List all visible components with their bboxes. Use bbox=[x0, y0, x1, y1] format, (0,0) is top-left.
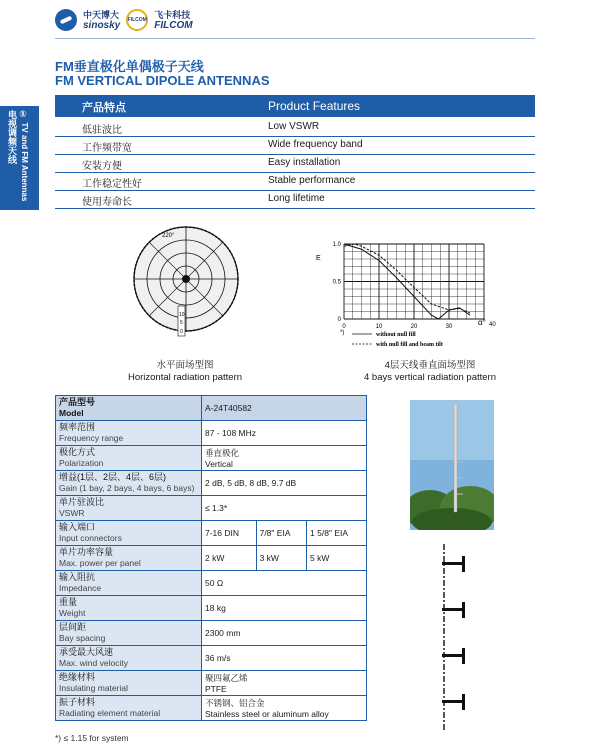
pattern-label-0: 0 bbox=[180, 329, 183, 335]
feature-en: Stable performance bbox=[268, 175, 356, 186]
spec-row bbox=[56, 496, 367, 521]
spec-label-en: Max. wind velocity bbox=[59, 658, 128, 668]
feature-cn: 安装方便 bbox=[82, 161, 122, 172]
spec-value: 18 kg bbox=[202, 596, 367, 621]
v-y-axis-label: E bbox=[316, 255, 321, 262]
v-x-axis-end: 40 bbox=[489, 322, 496, 328]
logo2-cn: 飞卡科技 bbox=[154, 9, 191, 20]
spec-row bbox=[56, 571, 367, 596]
spec-label-en: Frequency range bbox=[59, 433, 124, 443]
spec-label-en: Insulating material bbox=[59, 683, 128, 693]
spec-label-en: Model bbox=[59, 408, 84, 418]
feature-row bbox=[55, 136, 535, 155]
spec-label-en: Bay spacing bbox=[59, 633, 106, 643]
section-side-tab bbox=[0, 106, 39, 210]
spec-label-en: VSWR bbox=[59, 508, 85, 518]
feature-en: Long lifetime bbox=[268, 193, 325, 204]
features-header bbox=[55, 95, 535, 117]
spec-value: A-24T40582 bbox=[202, 396, 367, 421]
pattern-label-220: 220° bbox=[162, 233, 175, 239]
side-tab-cn: 电视调频天线 bbox=[7, 110, 17, 164]
spec-label bbox=[56, 671, 202, 696]
spec-value: ≤ 1.3* bbox=[202, 496, 367, 521]
spec-label bbox=[56, 646, 202, 671]
vertical-pattern-chart bbox=[300, 232, 535, 352]
spec-label-cn: 增益(1层、2层、4层、6层) bbox=[59, 472, 167, 482]
antenna-mast-drawing bbox=[430, 544, 480, 730]
spec-label-cn: 频率范围 bbox=[59, 422, 96, 432]
horizontal-pattern-chart bbox=[120, 226, 250, 342]
spec-label bbox=[56, 446, 202, 471]
features-head-cn: 产品特点 bbox=[82, 102, 126, 114]
y-tick-label: 0.5 bbox=[332, 279, 341, 286]
side-tab-en: TV and FM Antennas bbox=[20, 122, 29, 202]
spec-label-en: Gain (1 bay, 2 bays, 4 bays, 6 bays) bbox=[59, 483, 195, 493]
x-tick-label: 0 bbox=[342, 324, 346, 330]
feature-row bbox=[55, 118, 535, 137]
spec-label bbox=[56, 596, 202, 621]
spec-label-cn: 层间距 bbox=[59, 622, 87, 632]
spec-row bbox=[56, 546, 367, 571]
feature-en: Easy installation bbox=[268, 157, 341, 168]
spec-label-cn: 极化方式 bbox=[59, 447, 96, 457]
logo2-en: FILCOM bbox=[154, 19, 193, 31]
spec-value: 3 kW bbox=[256, 546, 306, 571]
spec-row bbox=[56, 521, 367, 546]
h-caption-en: Horizontal radiation pattern bbox=[127, 372, 243, 383]
feature-cn: 工作稳定性好 bbox=[82, 179, 142, 190]
v-legend-2: with null fill and beam tilt bbox=[376, 342, 443, 348]
pattern-label-5: 5 bbox=[180, 320, 183, 326]
spec-value: 7-16 DIN bbox=[202, 521, 257, 546]
page-title-cn: FM垂直极化单偶极子天线 bbox=[55, 59, 204, 74]
spec-value: 2 kW bbox=[202, 546, 257, 571]
spec-row bbox=[56, 646, 367, 671]
spec-label-en: Max. power per panel bbox=[59, 558, 141, 568]
spec-value: 聚四氟乙烯 PTFE bbox=[202, 671, 367, 696]
spec-label bbox=[56, 696, 202, 721]
spec-label bbox=[56, 471, 202, 496]
spec-label bbox=[56, 421, 202, 446]
feature-row bbox=[55, 154, 535, 173]
feature-cn: 低驻波比 bbox=[82, 125, 122, 136]
spec-value: 36 m/s bbox=[202, 646, 367, 671]
spec-row bbox=[56, 471, 367, 496]
spec-value: 2300 mm bbox=[202, 621, 367, 646]
spec-label-cn: 输入阻抗 bbox=[59, 572, 96, 582]
horizontal-pattern-caption bbox=[110, 360, 260, 384]
spec-label bbox=[56, 621, 202, 646]
feature-en: Low VSWR bbox=[268, 121, 320, 132]
feature-en: Wide frequency band bbox=[268, 139, 363, 150]
pattern-label-10: 10 bbox=[179, 312, 185, 318]
x-tick-label: 10 bbox=[375, 324, 383, 330]
spec-label-en: Impedance bbox=[59, 583, 102, 593]
spec-label-cn: 产品型号 bbox=[59, 397, 96, 407]
antenna-mast-photo bbox=[410, 400, 494, 530]
spec-value: 1 5/8" EIA bbox=[307, 521, 367, 546]
h-caption-cn: 水平面场型图 bbox=[156, 360, 214, 371]
spec-label bbox=[56, 396, 202, 421]
spec-row bbox=[56, 396, 367, 421]
page-title-en: FM VERTICAL DIPOLE ANTENNAS bbox=[55, 73, 270, 88]
x-tick-label: 20 bbox=[410, 324, 418, 330]
spec-value: 垂直极化 Vertical bbox=[202, 446, 367, 471]
spec-label-cn: 输入端口 bbox=[59, 522, 96, 532]
spec-label-en: Input connectors bbox=[59, 533, 122, 543]
spec-label-cn: 承受最大风速 bbox=[59, 647, 114, 657]
v-caption-cn: 4层天线垂直面场型图 bbox=[384, 360, 476, 371]
spec-row bbox=[56, 696, 367, 721]
v-legend-1: without null fill bbox=[376, 332, 416, 338]
spec-value: 5 kW bbox=[307, 546, 367, 571]
series-line-2 bbox=[344, 244, 470, 313]
x-tick-label: 30 bbox=[445, 324, 453, 330]
sinosky-logo-icon bbox=[55, 9, 77, 31]
spec-label bbox=[56, 521, 202, 546]
spec-row bbox=[56, 446, 367, 471]
spec-value: 7/8" EIA bbox=[256, 521, 306, 546]
logo1-cn: 中天博大 bbox=[83, 9, 120, 20]
spec-label-cn: 单片功率容量 bbox=[59, 547, 114, 557]
header-logos bbox=[55, 6, 193, 34]
spec-row bbox=[56, 671, 367, 696]
side-tab-text bbox=[6, 110, 30, 201]
y-tick-label: 0 bbox=[337, 317, 341, 323]
spec-row bbox=[56, 621, 367, 646]
spec-label-cn: 单片驻波比 bbox=[59, 497, 105, 507]
spec-row bbox=[56, 421, 367, 446]
spec-value: 50 Ω bbox=[202, 571, 367, 596]
vertical-pattern-grid bbox=[344, 244, 484, 319]
spec-label-en: Weight bbox=[59, 608, 86, 618]
spec-label bbox=[56, 571, 202, 596]
features-head-en: Product Features bbox=[268, 99, 361, 113]
spec-row bbox=[56, 596, 367, 621]
spec-value: 2 dB, 5 dB, 8 dB, 9.7 dB bbox=[202, 471, 367, 496]
spec-label-en: Polarization bbox=[59, 458, 104, 468]
spec-value: 87 - 108 MHz bbox=[202, 421, 367, 446]
logo1-en: sinosky bbox=[83, 19, 121, 31]
side-tab-num: ① bbox=[19, 110, 29, 120]
spec-label-cn: 振子材料 bbox=[59, 697, 96, 707]
spec-label-cn: 绝缘材料 bbox=[59, 672, 96, 682]
feature-row bbox=[55, 172, 535, 191]
vertical-pattern-caption bbox=[335, 360, 525, 384]
v-x-axis-label: α° bbox=[478, 318, 486, 327]
spec-label-cn: 重量 bbox=[59, 597, 78, 607]
spec-label bbox=[56, 546, 202, 571]
v-legend-mark: *) bbox=[340, 330, 345, 336]
spec-label-en: Radiating element material bbox=[59, 708, 161, 718]
y-tick-label: 1.0 bbox=[332, 242, 341, 248]
v-caption-en: 4 bays vertical radiation pattern bbox=[363, 372, 497, 383]
feature-row bbox=[55, 190, 535, 209]
spec-value: 不锈钢、铝合金 Stainless steel or aluminum alloy bbox=[202, 696, 367, 721]
header-divider bbox=[55, 38, 535, 39]
feature-cn: 使用寿命长 bbox=[82, 197, 132, 208]
spec-label bbox=[56, 496, 202, 521]
spec-table bbox=[55, 395, 367, 721]
sinosky-logo-text bbox=[83, 10, 120, 31]
footnote: *) ≤ 1.15 for system bbox=[55, 733, 129, 743]
filcom-logo-text bbox=[154, 10, 192, 31]
feature-cn: 工作频带宽 bbox=[82, 143, 132, 154]
filcom-logo-icon: FILCOM bbox=[126, 9, 148, 31]
